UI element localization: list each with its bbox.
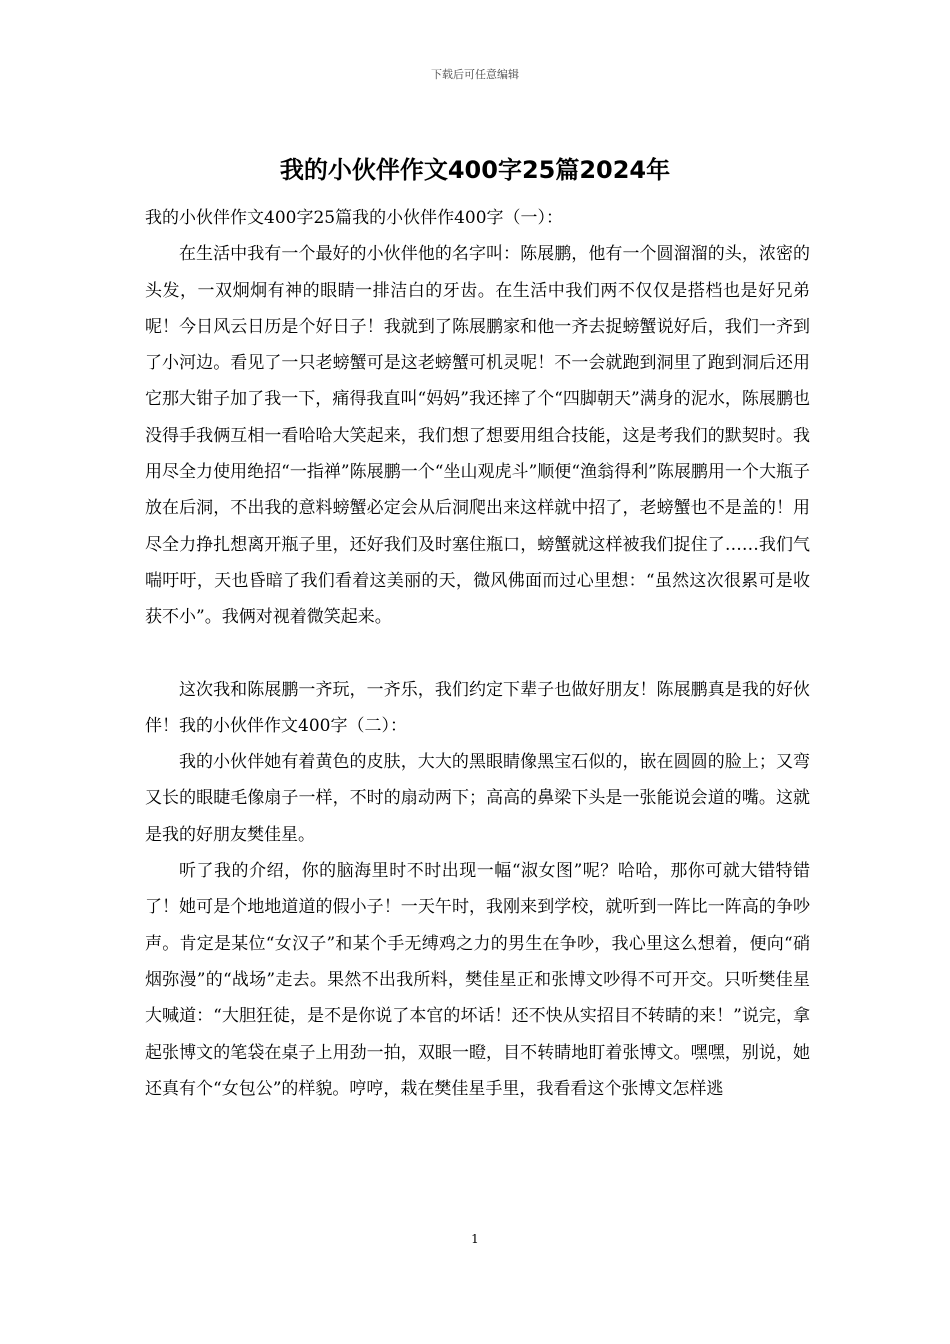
paragraph-story-two: 听了我的介绍，你的脑海里时不时出现一幅“淑女图”呢？哈哈，那你可就大错特错了！她可是个地地道道的假小子！一天午时，我刚来到学校，就听到一阵比一阵高的争吵声。肯定是某位“女汉子”和某个手无缚鸡之力的男生在争吵，我心里这么想着，便向“硝烟弥漫”的“战场”走去。果然不出我所料，樊佳星正和张博文吵得不可开交。只听樊佳星大喊道：“大胆狂徒，是不是你说了本官的坏话！还不快从实招目不转睛的来！”说完，拿起张博文的笔袋在桌子上用劲一拍，双眼一瞪，目不转睛地盯着张博文。嘿嘿，别说，她还真有个“女包公”的样貌。哼哼，栽在樊佳星手里，我看看这个张博文怎样逃 — [145, 861, 810, 1099]
paragraph-conclusion-one: 这次我和陈展鹏一齐玩，一齐乐，我们约定下辈子也做好朋友！陈展鹏真是我的好伙伴！我的小伙伴作文400字（二）： — [145, 679, 810, 736]
document-body — [145, 200, 810, 1107]
paragraph-intro: 我的小伙伴作文400字25篇我的小伙伴作400字（一）： — [145, 208, 564, 228]
paragraph-friend-description: 我的小伙伴她有着黄色的皮肤，大大的黑眼睛像黑宝石似的，嵌在圆圆的脸上；又弯又长的眼睫毛像扇子一样，不时的扇动两下；高高的鼻梁下头是一张能说会道的嘴。这就是我的好朋友樊佳星。 — [145, 752, 810, 845]
document-title: 我的小伙伴作文400字25篇2024年 — [279, 156, 671, 184]
paragraph-gap — [145, 636, 810, 672]
header-note: 下载后可任意编辑 — [431, 68, 519, 81]
paragraph-story-one: 在生活中我有一个最好的小伙伴他的名字叫：陈展鹏，他有一个圆溜溜的头，浓密的头发，一双炯炯有神的眼睛一排洁白的牙齿。在生活中我们两不仅仅是搭档也是好兄弟呢！今日风云日历是个好日子！我就到了陈展鹏家和他一齐去捉螃蟹说好后，我们一齐到了小河边。看见了一只老螃蟹可是这老螃蟹可机灵呢！不一会就跑到洞里了跑到洞后还用它那大钳子加了我一下，痛得我直叫“妈妈”我还摔了个“四脚朝天”满身的泥水，陈展鹏也没得手我俩互相一看哈哈大笑起来，我们想了想要用组合技能，这是考我们的默契时。我用尽全力使用绝招“一指禅”陈展鹏一个“坐山观虎斗”顺便“渔翁得利”陈展鹏用一个大瓶子放在后洞，不出我的意料螃蟹必定会从后洞爬出来这样就中招了，老螃蟹也不是盖的！用尽全力挣扎想离开瓶子里，还好我们及时塞住瓶口，螃蟹就这样被我们捉住了……我们气喘吁吁，天也昏暗了我们看着这美丽的天，微风佛面而过心里想：“虽然这次很累可是收获不小”。我俩对视着微笑起来。 — [145, 244, 810, 628]
page-number: 1 — [471, 1232, 479, 1246]
